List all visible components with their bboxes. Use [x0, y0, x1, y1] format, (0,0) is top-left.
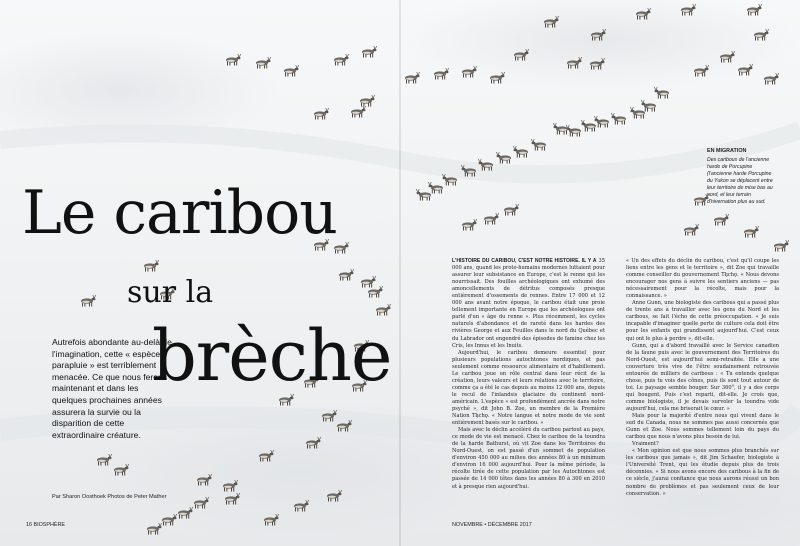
body-text: 35 000 ans, quand les proto-humains modernes luttaient pour assurer leur subsistance en Europe, c'est le renne qui les nourrissait. Des fouilles archéologiques ont exhumé des amoncellements de détritus composés presque entièrement d'ossements de rennes. Entre 17 000 et 12 000 ans avant notre époque, le caribou était une proie tellement importante en Europe que les archéologues ont parlé d'un « âge du renne ». Plus récemment, les cycles naturels d'abondance et de rareté dans les hardes des rivières George et aux Feuilles dans le nord du Québec et du Labrador ont engendré des épisodes de famine chez les Cris, les Innus et les Inuits.	[452, 258, 606, 349]
body-paragraph: Anne Gunn, une biologiste des caribous qui a passé plus de trente ans à travailler avec les gens du Nord et les caribous, se fait l'écho de cette préoccupation. « Je suis incapable d'imaginer quelle perte de culture cela doit être pour les enfants qui grandissent aujourd'hui. C'est ceux qui ont le plus à perdre », dit-elle.	[626, 300, 779, 342]
folio-left: 16 BIOSPHÈRE	[26, 522, 65, 528]
page-gutter	[399, 0, 401, 546]
body-paragraph: Aujourd'hui, le caribou demeure essentiel pour plusieurs populations autochtones nordiques, et pas seulement comme ressource alimentaire et d'habillement. Le caribou joue un rôle central dans leur récit de la création, leurs valeurs et leurs relations avec le territoire, comme ça a été le cas depuis au moins 12 000 ans, depuis le recul de l'inlandsis glaciaire du continent nord-américain. L'espèce « est profondément ancrée dans notre psyché », dit John B. Zoe, un membre de la Première Nation Tłı̨chǫ. « Notre langue et notre mode de vie sont entièrement basés sur le caribou. »	[452, 349, 605, 427]
body-lead-in: L'HISTOIRE DU CARIBOU, C'EST NOTRE HISTOIRE. IL Y A	[452, 258, 597, 264]
body-paragraph: Mais pour la majorité d'entre nous qui vivent dans le sud du Canada, nous ne sommes pas aussi concernés que Gunn et Zoe. Nous sommes tellement loin du pays du caribou que nous n'avons plus besoin de lui.	[626, 413, 779, 441]
headline-line-3: brèche	[152, 315, 392, 397]
photo-caption	[707, 148, 777, 206]
headline-line-2: sur la	[127, 275, 214, 310]
body-paragraph: Gunn, qui a d'abord travaillé avec le Service canadien de la faune puis avec le gouvernement des Territoires du Nord-Ouest, est aujourd'hui semi-retraitée. Elle a une couverture très vive de l'être soudainement retrouvée entourée de milliers de caribous : « Tu entends quelque chose, puis tu vois des cônes, puis ils sont tout autour de toi. Le paysage semble bouger. Sur 360°, il y a des corps qui bougent. Puis c'est reparti, dit-elle. Je crois que, comme biologiste, il je devais survoler la toundra vide aujourd'hui, cela me briserait le cœur. »	[626, 342, 779, 412]
caption-text: Des caribous de l'ancienne harde de Porcupine (l'ancienne harde Porcupine du Yukon se déplacent entre leur territoire de mise bas au nord, et leur terrain d'hivernation plus au sud.	[707, 157, 773, 205]
body-paragraph: « Un des effets du déclin du caribou, c'est qu'il coupe les liens entre les gens et le territoire », dit Zoe qui travaille comme conseiller du gouvernement Tłı̨chǫ. « Nous devons encourager nos gens à suivre les sentiers anciens — pas nécessairement pour la récolte, mais pour la connaissance. »	[626, 258, 779, 300]
body-paragraph: « Mon opinion est que nous sommes plus branchés sur les caribous que jamais », dit Jim Schaefer, biologiste à l'Université Trent, qui les étudie depuis plus de trois décennies. « Si nous avons encore des caribous à la fin de ce siècle, j'aurai confiance que nous aurons réussi un bon nombre de problèmes et pas seulement ceux de leur conservation. »	[626, 448, 779, 497]
intro-deck	[52, 337, 172, 441]
folio-right: NOVEMBRE • DÉCEMBRE 2017	[452, 522, 532, 528]
body-paragraph: Vraiment?	[632, 441, 659, 448]
body-paragraph	[452, 258, 605, 350]
intro-text: Autrefois abondante au-delà de l'imagination, cette « espèce parapluie » est terriblement menacée. Ce que nous ferons maintenant et dans les quelques prochaines années assurera la survie ou la disparition de cette extraordinaire créature.	[52, 337, 172, 440]
body-column-2	[626, 258, 779, 498]
body-column-1	[452, 258, 605, 491]
byline-credit: Par Sharon Oosthoek Photos de Peter Mather	[52, 494, 167, 500]
caption-title: EN MIGRATION	[707, 148, 747, 154]
body-paragraph: Mais avec le déclin accéléré du caribou partout au pays, ce mode de vie est menacé. Chez le caribou de la toundra de la harde Bathurst, où vit Zoe dans les Territoires du Nord-Ouest, on est passé d'un sommet de population d'environ 450 000 au milieu des années 80 à un minimum d'environ 16 000 aujourd'hui. Pour la même période, la récolte tirée de cette population par les Autochtones est passée de 14 000 têtes dans les années 80 à 300 en 2010 et à presque rien aujourd'hui.	[452, 427, 605, 490]
headline-line-1: Le caribou	[22, 178, 337, 248]
